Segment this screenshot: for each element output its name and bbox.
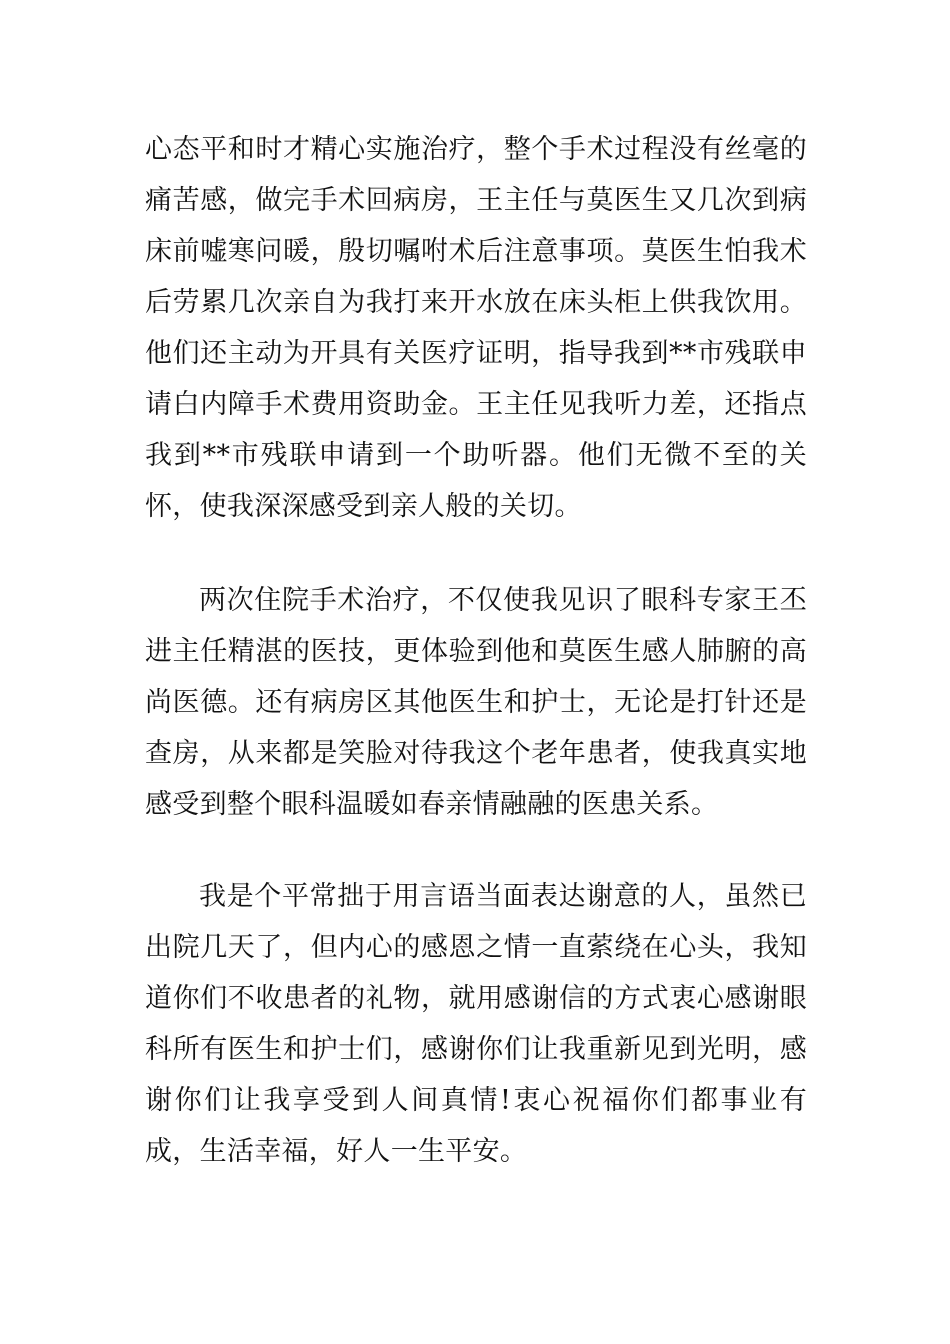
paragraph-hospital-stay: 两次住院手术治疗，不仅使我见识了眼科专家王丕进主任精湛的医技，更体验到他和莫医生感人肺腑的高尚医德。还有病房区其他医生和护士，无论是打针还是查房，从来都是笑脸对待我这个老年患者，使我真实地感受到整个眼科温暖如春亲情融融的医患关系。: [145, 585, 807, 820]
paragraph-gratitude: 我是个平常拙于用言语当面表达谢意的人，虽然已出院几天了，但内心的感恩之情一直萦绕在心头，我知道你们不收患者的礼物，就用感谢信的方式衷心感谢眼科所有医生和护士们，感谢你们让我重新见到光明，感谢你们让我享受到人间真情!衷心祝福你们都事业有成，生活幸福，好人一生平安。: [145, 881, 807, 1167]
paragraph-continuation: 心态平和时才精心实施治疗，整个手术过程没有丝毫的痛苦感，做完手术回病房，王主任与莫医生又几次到病床前嘘寒问暖，殷切嘱咐术后注意事项。莫医生怕我术后劳累几次亲自为我打来开水放在床头柜上供我饮用。他们还主动为开具有关医疗证明，指导我到**市残联申请白内障手术费用资助金。王主任见我听力差，还指点我到**市残联申请到一个助听器。他们无微不至的关怀，使我深深感受到亲人般的关切。: [145, 134, 807, 522]
